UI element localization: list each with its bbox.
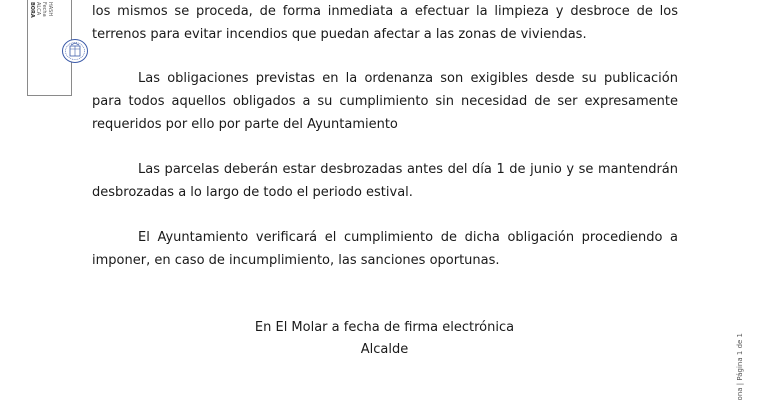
page-margin-note xyxy=(724,290,744,400)
paragraph-4 xyxy=(92,226,678,272)
paragraph-2 xyxy=(92,67,678,136)
paragraph-4-text: El Ayuntamiento verificará el cumplimiento de dicha obligación procediendo a imponer, en caso de incumplimiento, las sanciones oportunas. xyxy=(92,230,678,268)
paragraph-1 xyxy=(92,0,678,46)
signature-role: Alcalde xyxy=(360,342,409,357)
municipal-seal-icon xyxy=(61,38,89,64)
page-number-text: ona | Página 1 de 1 xyxy=(736,332,744,400)
paragraph-3 xyxy=(92,158,678,204)
stamp-line-1: BORA xyxy=(29,2,35,18)
stamp-text xyxy=(29,2,53,62)
signature-place-date: En El Molar a fecha de firma electrónica xyxy=(254,320,515,335)
stamp-line-4: HASH xyxy=(47,2,53,17)
stamp-line-3: Fecha xyxy=(41,2,47,17)
paragraph-2-text: Las obligaciones previstas en la ordenanza son exigibles desde su publicación para todos aquellos obligados a su cumplimiento sin necesidad de ser expresamente requeridos por ello por parte del Ayuntamiento xyxy=(92,71,678,132)
paragraph-1-line-1: los mismos se proceda, de forma inmediata a efectuar la limpieza y desbroce de los xyxy=(92,4,678,19)
paragraph-3-text: Las parcelas deberán estar desbrozadas antes del día 1 de junio y se mantendrán desbrozadas a lo largo de todo el periodo estival. xyxy=(92,162,678,200)
paragraph-1-line-2: terrenos para evitar incendios que puedan afectar a las zonas de viviendas. xyxy=(92,27,587,42)
electronic-signature-stamp xyxy=(27,0,72,96)
stamp-line-2: ALCA xyxy=(35,2,41,16)
